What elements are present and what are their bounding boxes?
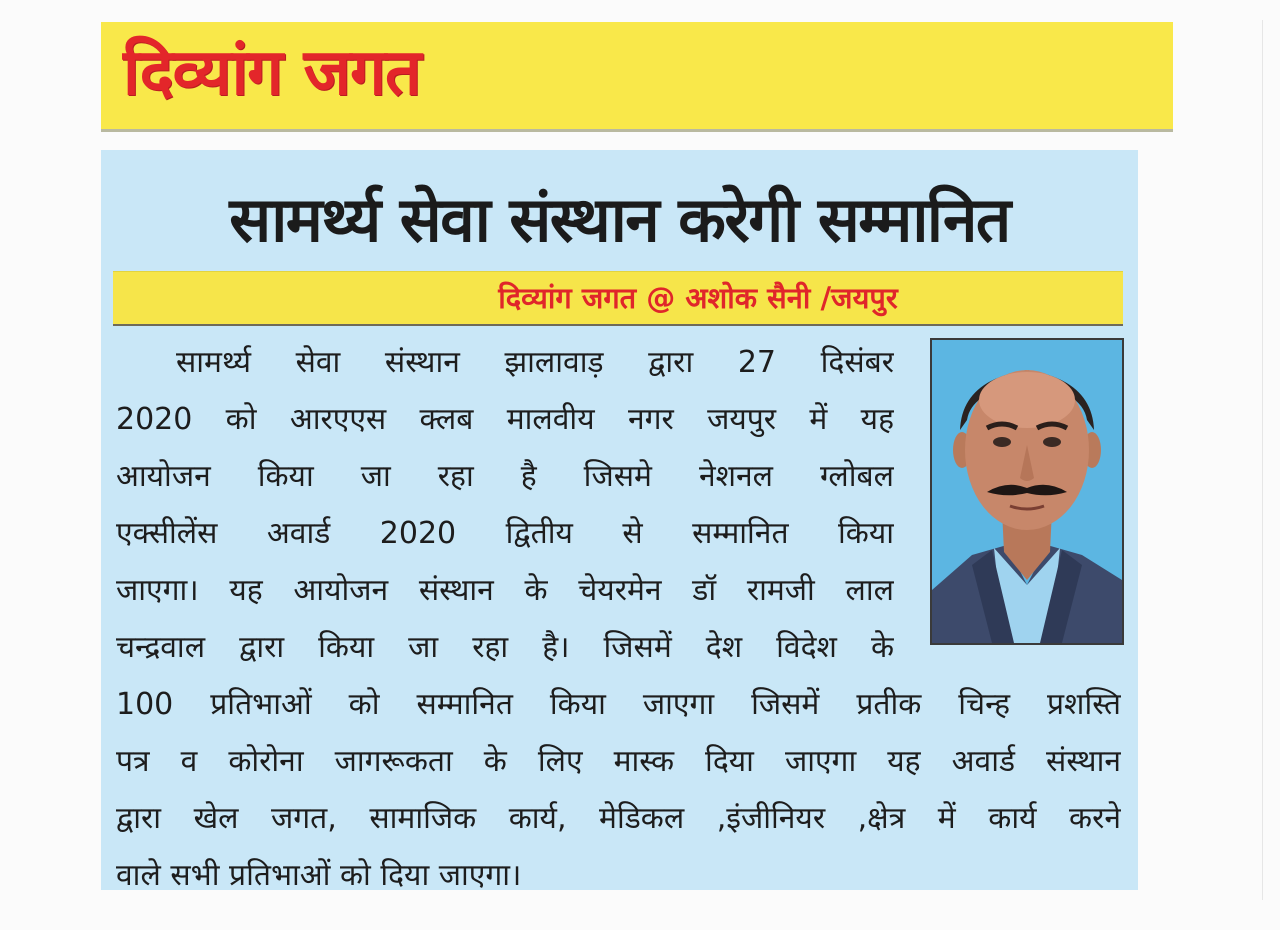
masthead-banner — [101, 22, 1173, 132]
body-line: एक्सीलेंस अवार्ड 2020 द्वितीय से सम्मानित किया — [116, 516, 894, 551]
body-line: द्वारा खेल जगत, सामाजिक कार्य, मेडिकल ,इंजीनियर ,क्षेत्र में कार्य करने — [116, 801, 1121, 836]
body-line: आयोजन किया जा रहा है जिसमे नेशनल ग्लोबल — [116, 459, 894, 494]
masthead-title: दिव्यांग जगत — [123, 36, 421, 110]
body-line: 2020 को आरएएस क्लब मालवीय नगर जयपुर में यह — [116, 402, 894, 437]
body-line: वाले सभी प्रतिभाओं को दिया जाएगा। — [116, 858, 522, 893]
body-line: जाएगा। यह आयोजन संस्थान के चेयरमेन डॉ रामजी लाल — [116, 573, 894, 608]
body-line: चन्द्रवाल द्वारा किया जा रहा है। जिसमें देश विदेश के — [116, 630, 894, 665]
page-edge — [1262, 20, 1263, 900]
portrait-illustration — [932, 340, 1122, 643]
body-line: सामर्थ्य सेवा संस्थान झालावाड़ द्वारा 27 दिसंबर — [176, 345, 894, 380]
byline-bar — [113, 271, 1123, 326]
portrait-photo — [930, 338, 1124, 645]
body-line: पत्र व कोरोना जागरूकता के लिए मास्क दिया जाएगा यह अवार्ड संस्थान — [116, 744, 1121, 779]
byline: दिव्यांग जगत @ अशोक सैनी /जयपुर — [498, 281, 898, 315]
body-line: 100 प्रतिभाओं को सम्मानित किया जाएगा जिसमें प्रतीक चिन्ह प्रशस्ति — [116, 687, 1121, 722]
article-panel — [101, 150, 1138, 893]
article-headline: सामर्थ्य सेवा संस्थान करेगी सम्मानित — [229, 183, 1010, 256]
